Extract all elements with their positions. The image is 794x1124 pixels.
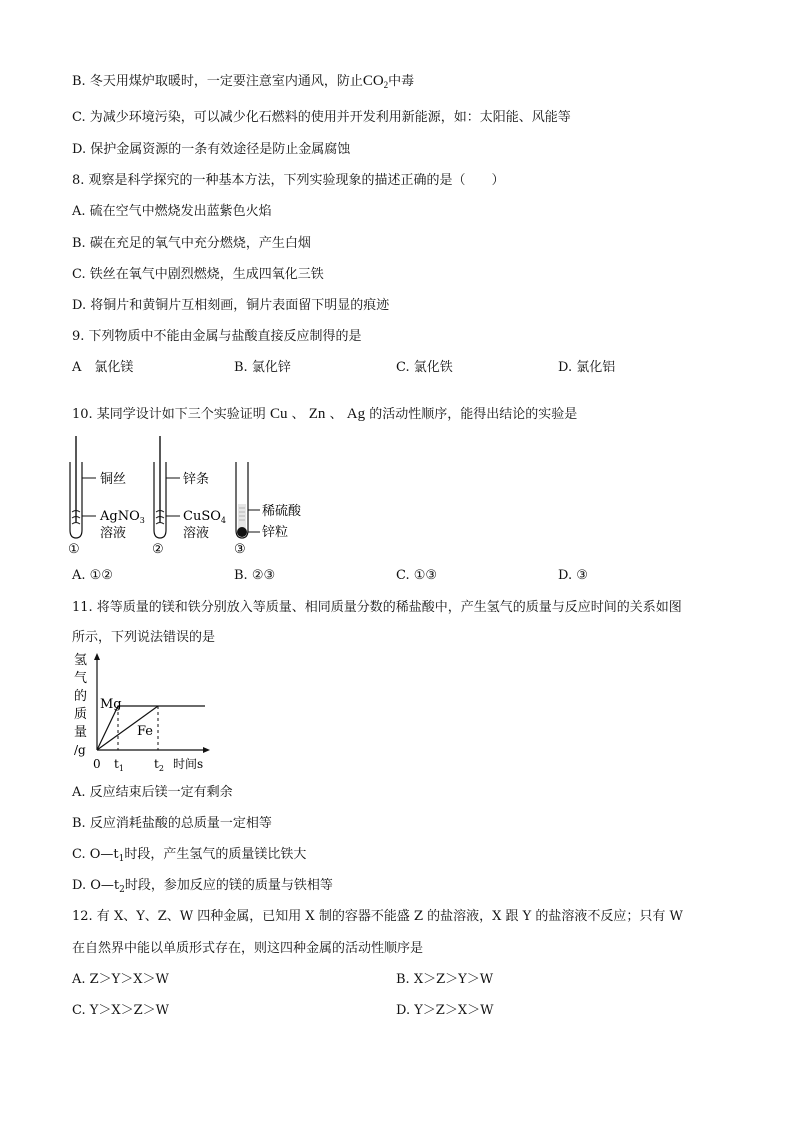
- ag-symbol: Ag: [346, 406, 366, 422]
- test-tube-diagram: [62, 432, 322, 560]
- tube-3-zinc-label: 锌粒: [262, 525, 289, 540]
- tube-2-number: ②: [152, 542, 164, 557]
- q11-option-d: D. $O—t_2$时段，参加反应的镁的质量与铁相等: [72, 878, 333, 895]
- cu-symbol: Cu: [269, 406, 288, 422]
- y-label-char: 质: [74, 707, 88, 722]
- q9-stem: 9. 下列物质中不能由金属与盐酸直接反应制得的是: [72, 329, 362, 344]
- q8-option-a: A. 硫在空气中燃烧发出蓝紫色火焰: [72, 204, 272, 219]
- q8-option-c: C. 铁丝在氧气中剧烈燃烧，生成四氧化三铁: [72, 267, 324, 282]
- tube-2-top-label: 锌条: [183, 472, 210, 487]
- q9-option-b: B. 氯化锌: [234, 360, 291, 375]
- y-label-char: 氢: [74, 653, 88, 668]
- q9-option-d: D. 氯化铝: [558, 360, 616, 375]
- q10-stem: 10. 某同学设计如下三个实验证明 Cu 、 Zn 、 Ag 的活动性顺序，能得出结论的实验是: [72, 406, 578, 422]
- series-fe-label: Fe: [137, 724, 154, 739]
- q11-option-c: C. $O—t_1$时段，产生氢气的质量镁比铁大: [72, 847, 307, 864]
- tube-2: [154, 436, 180, 538]
- x-axis-arrow: [203, 747, 210, 753]
- origin-label: 0: [93, 757, 101, 771]
- q8-stem: 8. 观察是科学探究的一种基本方法，下列实验现象的描述正确的是（ ）: [72, 173, 505, 188]
- tube-3-number: ③: [234, 542, 246, 557]
- q12-option-c: C. Y＞X＞Z＞W: [72, 1003, 169, 1018]
- zn-symbol: Zn: [308, 406, 326, 422]
- q12-option-d: D. Y＞Z＞X＞W: [396, 1003, 494, 1018]
- q8-option-d: D. 将铜片和黄铜片互相刻画，铜片表面留下明显的痕迹: [72, 298, 390, 313]
- tube-3: [236, 462, 260, 538]
- q10-option-a: A. ①②: [72, 568, 113, 583]
- q8-option-b: B. 碳在充足的氧气中充分燃烧，产生白烟: [72, 236, 311, 251]
- tube-1-top-label: 铜丝: [100, 472, 127, 487]
- q9-option-c: C. 氯化铁: [396, 360, 453, 375]
- q7-option-b-tail: 中毒: [388, 74, 415, 89]
- tube-1: [70, 436, 96, 538]
- tube-2-solution: CuSO$_4$: [183, 509, 226, 525]
- q9-option-a: A 氯化镁: [72, 360, 134, 375]
- co2-formula: $CO_2$: [362, 73, 389, 90]
- x-tick-t2: $t_2$: [154, 757, 164, 773]
- q10-option-d: D. ③: [558, 568, 588, 583]
- q12-stem-line2: 在自然界中能以单质形式存在，则这四种金属的活动性顺序是: [72, 941, 424, 956]
- y-label-char: /g: [74, 743, 86, 757]
- y-label-char: 量: [74, 725, 88, 740]
- x-tick-t1: $t_1$: [114, 757, 124, 773]
- q12-option-b: B. X＞Z＞Y＞W: [396, 972, 494, 987]
- y-label-char: 气: [74, 671, 88, 686]
- q7-option-c: C. 为减少环境污染，可以减少化石燃料的使用并开发利用新能源，如：太阳能、风能等: [72, 110, 571, 125]
- q11-option-b: B. 反应消耗盐酸的总质量一定相等: [72, 816, 272, 831]
- tube-3-acid-label: 稀硫酸: [262, 504, 302, 519]
- q7-option-b: [72, 72, 414, 94]
- q10-option-b: B. ②③: [234, 568, 276, 583]
- y-axis-arrow: [94, 653, 100, 660]
- x-axis-label: 时间s: [173, 757, 204, 771]
- q12-stem-line1: 12. 有 X、Y、Z、W 四种金属，已知用 X 制的容器不能盛 Z 的盐溶液，X 跟 Y 的盐溶液不反应；只有 W: [72, 909, 683, 924]
- tube-1-solution: AgNO$_3$: [100, 509, 145, 525]
- tube-2-solution-suffix: 溶液: [183, 526, 210, 541]
- tube-1-solution-suffix: 溶液: [100, 526, 127, 541]
- hydrogen-time-chart: [70, 650, 220, 775]
- q11-option-a: A. 反应结束后镁一定有剩余: [72, 785, 233, 800]
- q7-option-b-text: B. 冬天用煤炉取暖时，一定要注意室内通风，防止: [72, 74, 363, 89]
- y-label-char: 的: [74, 689, 88, 704]
- chart-y-label: [74, 653, 87, 757]
- q12-option-a: A. Z＞Y＞X＞W: [72, 972, 169, 987]
- series-mg-label: Mg: [100, 697, 122, 712]
- tube-1-number: ①: [68, 542, 80, 557]
- q11-stem-line1: 11. 将等质量的镁和铁分别放入等质量、相同质量分数的稀盐酸中，产生氢气的质量与反应时间的关系如图: [72, 600, 682, 615]
- q10-option-c: C. ①③: [396, 568, 438, 583]
- q7-option-d: D. 保护金属资源的一条有效途径是防止金属腐蚀: [72, 142, 351, 157]
- q11-stem-line2: 所示，下列说法错误的是: [72, 630, 216, 645]
